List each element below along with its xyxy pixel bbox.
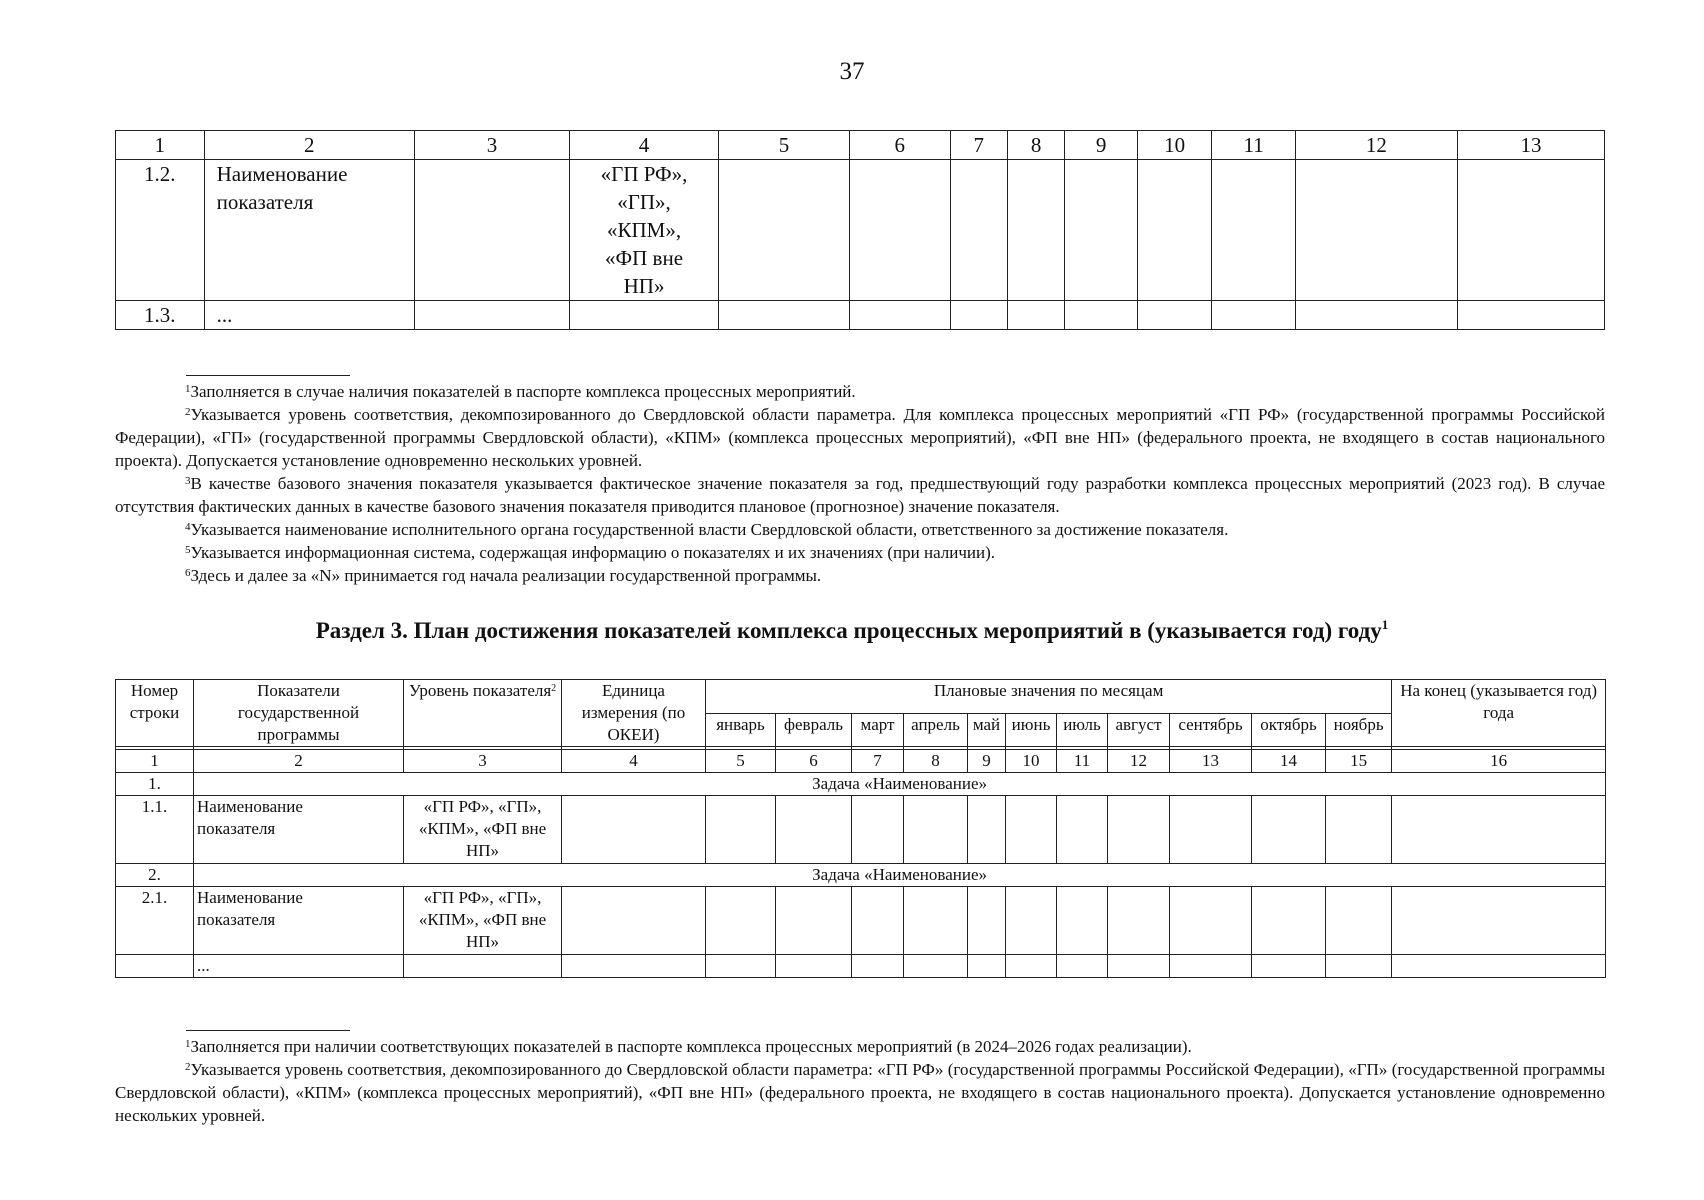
column-number: 13 [1457,131,1604,160]
indicator-name: ... [204,301,414,330]
empty-cell [1326,887,1392,955]
empty-cell [1065,160,1137,301]
footnote-separator [186,375,350,376]
empty-cell [1006,796,1057,864]
empty-cell [415,160,570,301]
column-number: 6 [849,131,950,160]
column-number: 12 [1295,131,1457,160]
column-number: 1 [116,131,205,160]
empty-cell [1457,301,1604,330]
column-number: 9 [968,750,1006,773]
empty-cell [1065,301,1137,330]
task-row [116,864,1606,887]
indicator-level: «ГП РФ», «ГП», «КПМ», «ФП вне НП» [404,796,562,864]
header-planned-values: Плановые значения по месяцам [706,680,1392,714]
header-month: ноябрь [1326,713,1392,747]
empty-cell [1295,301,1457,330]
column-number-row [116,750,1606,773]
footnote-text: Указывается уровень соответствия, декомпозированного до Свердловской области параметра: «ГП РФ» (государственной программы Российской Федерации), «ГП» (государственной программы Свердловской области), «КПМ» (комплекса процессных мероприятий), «ФП вне НП» (федерального проекта, не входящего в состав национального проекта). Допускается установление одновременно нескольких уровней. [115,1060,1605,1125]
section-title [0,618,1704,644]
header-month: октябрь [1252,713,1326,747]
footnote [115,403,1605,472]
row-number: 1. [116,773,194,796]
column-number: 3 [415,131,570,160]
footnote [115,472,1605,518]
footnote-mark: 2 [551,683,557,694]
header-end-of-year: На конец (указывается год) года [1392,680,1606,747]
empty-cell [719,301,850,330]
column-number: 7 [950,131,1007,160]
empty-cell [1326,955,1392,978]
empty-cell [968,955,1006,978]
empty-cell [706,796,776,864]
column-number: 3 [404,750,562,773]
footnote-text: Указывается наименование исполнительного органа государственной власти Свердловской области, ответственного за достижение показателя. [190,520,1229,539]
empty-cell [1252,796,1326,864]
empty-cell [904,887,968,955]
empty-cell [570,301,719,330]
table-row [116,796,1606,864]
empty-cell [776,955,852,978]
level-line: «ГП РФ», [600,162,688,186]
empty-cell [719,160,850,301]
column-number: 2 [194,750,404,773]
column-number: 14 [1252,750,1326,773]
task-title: Задача «Наименование» [194,773,1606,796]
indicator-level: «ГП РФ», «ГП», «КПМ», «ФП вне НП» [404,887,562,955]
empty-cell [852,955,904,978]
empty-cell [706,955,776,978]
page-number: 37 [839,58,865,85]
table-row [116,301,1605,330]
empty-cell [1007,301,1064,330]
column-number: 16 [1392,750,1606,773]
empty-cell [1212,160,1296,301]
empty-cell [849,301,950,330]
column-number: 4 [570,131,719,160]
empty-cell [1137,301,1212,330]
empty-cell [1006,955,1057,978]
empty-cell [852,796,904,864]
footnote [115,1058,1605,1127]
footnote-mark: 1 [185,1038,191,1050]
row-number: 1.2. [116,160,205,301]
header-month: апрель [904,713,968,747]
column-number: 2 [204,131,414,160]
footnote [115,518,1605,541]
empty-cell [1457,160,1604,301]
column-number: 12 [1108,750,1170,773]
header-month: январь [706,713,776,747]
row-number: 2. [116,864,194,887]
indicator-name: Наименование показателя [194,887,404,955]
row-number: 2.1. [116,887,194,955]
header-month: август [1108,713,1170,747]
level-line: «ГП», [617,190,671,214]
column-number: 5 [706,750,776,773]
footnote-text: Указывается уровень соответствия, декомпозированного до Свердловской области параметра. Для комплекса процессных мероприятий «ГП РФ» (государственной программы Российской Федерации), «ГП» (государственной программы Свердловской области), «КПМ» (комплекса процессных мероприятий), «ФП вне НП» (федерального проекта, не входящего в состав национального проекта). Допускается установление одновременно нескольких уровней. [115,405,1605,470]
row-number [116,955,194,978]
empty-cell [950,301,1007,330]
table-row [116,887,1606,955]
empty-cell [849,160,950,301]
column-number: 15 [1326,750,1392,773]
footnote-mark: 3 [185,475,191,487]
column-number: 13 [1170,750,1252,773]
empty-cell [1326,796,1392,864]
empty-cell [1392,887,1606,955]
empty-cell [776,796,852,864]
column-number: 10 [1006,750,1057,773]
column-number: 11 [1212,131,1296,160]
column-number: 4 [562,750,706,773]
column-number: 7 [852,750,904,773]
footnote [115,541,1605,564]
header-month: май [968,713,1006,747]
header-row [116,680,1606,714]
footnote-text: Здесь и далее за «N» принимается год начала реализации государственной программы. [190,566,822,585]
empty-cell [904,796,968,864]
empty-cell [1057,796,1108,864]
level-line: «ФП вне [605,246,684,270]
empty-cell [904,955,968,978]
header-month: февраль [776,713,852,747]
header-month: июль [1057,713,1108,747]
footnote [115,1035,1605,1058]
empty-cell [852,887,904,955]
empty-cell [776,887,852,955]
empty-cell [562,887,706,955]
header-indicators: Показатели государственной программы [194,680,404,747]
header-level-text: Уровень показателя [408,681,552,700]
column-number: 10 [1137,131,1212,160]
header-level [404,680,562,747]
empty-cell [1295,160,1457,301]
footnote [115,564,1605,587]
footnote-text: Заполняется при наличии соответствующих показателей в паспорте комплекса процессных мероприятий (в 2024–2026 годах реализации). [190,1037,1192,1056]
empty-cell [1252,955,1326,978]
empty-cell [1108,887,1170,955]
table-row [116,160,1605,301]
empty-cell [562,955,706,978]
empty-cell [968,887,1006,955]
empty-cell [968,796,1006,864]
header-row-number: Номер строки [116,680,194,747]
empty-cell [562,796,706,864]
column-number: 8 [904,750,968,773]
indicator-name: Наименование показателя [194,796,404,864]
column-number-row [116,131,1605,160]
footnote-text: Заполняется в случае наличия показателей в паспорте комплекса процессных мероприятий. [190,382,856,401]
indicator-name: ... [194,955,404,978]
header-unit: Единица измерения (по ОКЕИ) [562,680,706,747]
footnote-text: Указывается информационная система, содержащая информацию о показателях и их значениях (при наличии). [190,543,996,562]
footnote-mark: 2 [185,406,191,418]
empty-cell [1108,955,1170,978]
footnote-mark: 2 [185,1061,191,1073]
empty-cell [1392,796,1606,864]
footnote-mark: 6 [185,567,191,579]
column-number: 6 [776,750,852,773]
empty-cell [1252,887,1326,955]
level-line: «КПМ», [606,218,682,242]
task-title: Задача «Наименование» [194,864,1606,887]
empty-cell [1007,160,1064,301]
footnote-separator [186,1030,350,1031]
column-number: 8 [1007,131,1064,160]
row-number: 1.1. [116,796,194,864]
level-line: НП» [623,274,665,298]
empty-cell [1108,796,1170,864]
column-number: 9 [1065,131,1137,160]
indicator-name: Наименование показателя [204,160,414,301]
column-number: 5 [719,131,850,160]
footnotes-section2 [115,380,1605,587]
header-month: март [852,713,904,747]
empty-cell [1006,887,1057,955]
empty-cell [1212,301,1296,330]
empty-cell [1137,160,1212,301]
task-row [116,773,1606,796]
footnote-mark: 5 [185,544,191,556]
empty-cell [1170,887,1252,955]
indicator-level [570,160,719,301]
header-month: июнь [1006,713,1057,747]
empty-cell [1170,955,1252,978]
footnote-mark: 1 [1381,617,1389,632]
section-title-text: Раздел 3. План достижения показателей комплекса процессных мероприятий в (указывается год) году [315,618,1382,643]
footnote-mark: 4 [185,521,191,533]
column-number: 1 [116,750,194,773]
empty-cell [706,887,776,955]
footnote-mark: 1 [185,383,191,395]
empty-cell [1057,887,1108,955]
empty-cell [950,160,1007,301]
empty-cell [1392,955,1606,978]
row-number: 1.3. [116,301,205,330]
plan-table [115,679,1606,978]
table-row [116,955,1606,978]
empty-cell [1170,796,1252,864]
footnote-text: В качестве базового значения показателя указывается фактическое значение показателя за год, предшествующий году разработки комплекса процессных мероприятий (2023 год). В случае отсутствия фактических данных в качестве базового значения показателя приводится плановое (прогнозное) значение показателя. [115,474,1605,516]
footnote [115,380,1605,403]
empty-cell [415,301,570,330]
indicator-level [404,955,562,978]
empty-cell [1057,955,1108,978]
column-number: 11 [1057,750,1108,773]
footnotes-section3 [115,1035,1605,1127]
indicators-table-continued [115,130,1605,330]
header-month: сентябрь [1170,713,1252,747]
